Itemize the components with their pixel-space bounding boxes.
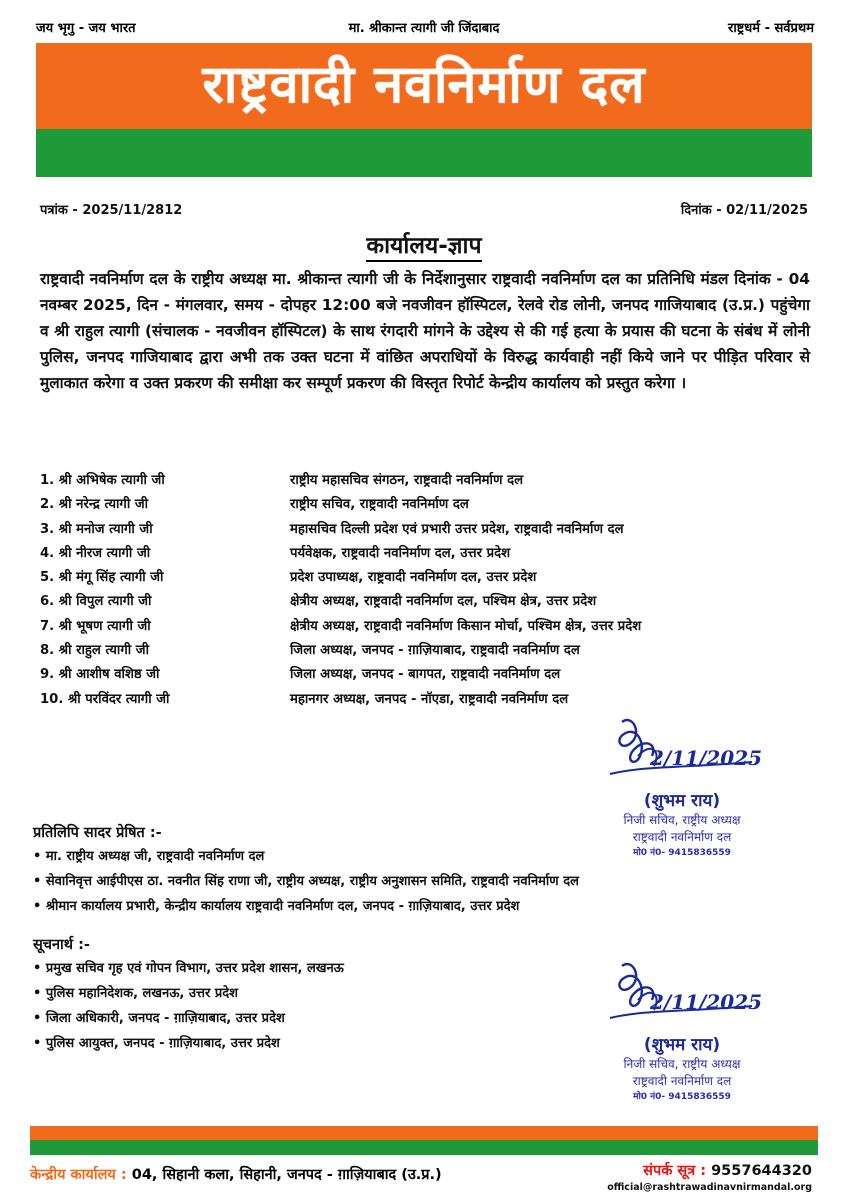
member-role: पर्यवेक्षक, राष्ट्रवादी नवनिर्माण दल, उत्तर प्रदेश bbox=[290, 545, 511, 561]
member-row bbox=[40, 689, 810, 713]
member-role: जिला अध्यक्ष, जनपद - बागपत, राष्ट्रवादी नवनिर्माण दल bbox=[290, 667, 561, 683]
member-name: 5. श्री मंगू सिंह त्यागी जी bbox=[40, 570, 164, 586]
document-title: कार्यालय-ज्ञाप bbox=[0, 228, 848, 260]
letter-date: दिनांक - 02/11/2025 bbox=[680, 203, 808, 218]
member-row bbox=[40, 640, 810, 664]
member-name: 1. श्री अभिषेक त्यागी जी bbox=[40, 473, 165, 488]
list-item: • श्रीमान कार्यालय प्रभारी, केन्द्रीय कार्यालय राष्ट्रवादी नवनिर्माण दल, जनपद - ग़ाज़ियाबाद, उत्तर प्रदेश bbox=[33, 896, 579, 921]
banner-orange-band bbox=[36, 43, 812, 129]
signature-block-top bbox=[592, 712, 772, 858]
contact-phone: 9557644320 bbox=[706, 1163, 812, 1179]
member-role: क्षेत्रीय अध्यक्ष, राष्ट्रवादी नवनिर्माण किसान मोर्चा, पश्चिम क्षेत्र, उत्तर प्रदेश bbox=[290, 618, 642, 634]
contact-block bbox=[607, 1160, 812, 1193]
member-name: 7. श्री भूषण त्यागी जी bbox=[40, 618, 151, 634]
member-row bbox=[40, 543, 810, 567]
slogan-left: जय भृगु - जय भारत bbox=[36, 21, 136, 36]
member-role: महासचिव दिल्ली प्रदेश एवं प्रभारी उत्तर प्रदेश, राष्ट्रवादी नवनिर्माण दल bbox=[290, 521, 624, 537]
member-row bbox=[40, 470, 810, 494]
footer-green-band bbox=[30, 1140, 818, 1155]
slogan-right: राष्ट्रधर्म - सर्वप्रथम bbox=[728, 21, 814, 36]
member-name: 8. श्री राहुल त्यागी जी bbox=[40, 643, 149, 659]
member-row bbox=[40, 567, 810, 591]
office-label: केन्द्रीय कार्यालय : bbox=[30, 1167, 127, 1183]
member-role: राष्ट्रीय सचिव, राष्ट्रवादी नवनिर्माण दल bbox=[290, 497, 469, 513]
signature-block-bottom bbox=[592, 956, 772, 1102]
banner-green-band bbox=[36, 129, 812, 177]
signatory-name: (शुभम राय) bbox=[643, 791, 721, 811]
memo-body: राष्ट्रवादी नवनिर्माण दल के राष्ट्रीय अध्यक्ष मा. श्रीकान्त त्यागी जी के निर्देशानुसार राष्ट्रवादी नवनिर्माण दल का प्रतिनिधि मंडल दिनांक - 04 नवम्बर 2025, दिन - मंगलवार, समय - दोपहर 12:00 बजे नवजीवन हॉस्पिटल, रेलवे रोड लोनी, जनपद गाजियाबाद (उ.प्र.) पहुंचेगा व श्री राहुल त्यागी (संचालक - नवजीवन हॉस्पिटल) के साथ रंगदारी मांगने के उद्देश्य से की गई हत्या के प्रयास की घटना के संबंध में लोनी पुलिस, जनपद गाजियाबाद द्वारा अभी तक उक्त घटना में वांछित अपराधियों के विरुद्ध कार्यवाही नहीं किये जाने पर पीड़ित परिवार से मुलाकात करेगा व उक्त प्रकरण की समीक्षा कर सम्पूर्ण प्रकरण की विस्तृत रिपोर्ट केन्द्रीय कार्यालय को प्रस्तुत करेगा । bbox=[40, 270, 810, 392]
for-information-list bbox=[33, 958, 344, 1058]
member-name: 3. श्री मनोज त्यागी जी bbox=[40, 521, 153, 537]
member-name: 2. श्री नरेन्द्र त्यागी जी bbox=[40, 497, 149, 513]
copy-to-list bbox=[33, 846, 579, 921]
signatory-phone: मो0 नं0- 9415836559 bbox=[633, 1092, 731, 1102]
slogan-center: मा. श्रीकान्त त्यागी जी जिंदाबाद bbox=[348, 21, 500, 36]
member-row bbox=[40, 519, 810, 543]
member-row bbox=[40, 616, 810, 640]
list-item: • जिला अधिकारी, जनपद - ग़ाज़ियाबाद, उत्तर प्रदेश bbox=[33, 1008, 344, 1033]
member-name: 10. श्री परविंदर त्यागी जी bbox=[40, 691, 170, 707]
member-name: 9. श्री आशीष वशिष्ठ जी bbox=[40, 667, 160, 683]
office-address bbox=[30, 1164, 442, 1184]
signatory-organization: राष्ट्रवादी नवनिर्माण दल bbox=[632, 830, 732, 844]
list-item: • सेवानिवृत्त आईपीएस ठा. नवनीत सिंह राणा जी, राष्ट्रीय अध्यक्ष, राष्ट्रीय अनुशासन समिति, राष्ट्रवादी नवनिर्माण दल bbox=[33, 871, 579, 896]
signatory-organization: राष्ट्रवादी नवनिर्माण दल bbox=[632, 1074, 732, 1088]
signatory-designation: निजी सचिव, राष्ट्रीय अध्यक्ष bbox=[623, 1057, 741, 1071]
signatory-designation: निजी सचिव, राष्ट्रीय अध्यक्ष bbox=[623, 813, 741, 827]
member-role: प्रदेश उपाध्यक्ष, राष्ट्रवादी नवनिर्माण दल, उत्तर प्रदेश bbox=[290, 570, 537, 586]
reference-number: पत्रांक - 2025/11/2812 bbox=[40, 203, 183, 218]
contact-email[interactable]: official@rashtrawadinavnirmandal.org bbox=[607, 1182, 812, 1193]
for-information-heading: सूचनार्थ :- bbox=[33, 937, 90, 953]
member-role: जिला अध्यक्ष, जनपद - ग़ाज़ियाबाद, राष्ट्रवादी नवनिर्माण दल bbox=[290, 643, 580, 659]
member-row bbox=[40, 664, 810, 688]
member-name: 6. श्री विपुल त्यागी जी bbox=[40, 594, 152, 610]
list-item: • मा. राष्ट्रीय अध्यक्ष जी, राष्ट्रवादी नवनिर्माण दल bbox=[33, 846, 579, 871]
contact-label: संपर्क सूत्र : bbox=[643, 1163, 707, 1179]
list-item: • पुलिस आयुक्त, जनपद - ग़ाज़ियाबाद, उत्तर प्रदेश bbox=[33, 1033, 344, 1058]
contact-phone-line bbox=[607, 1160, 812, 1180]
party-name-title: राष्ट्रवादी नवनिर्माण दल bbox=[202, 55, 646, 115]
member-role: महानगर अध्यक्ष, जनपद - नॉएडा, राष्ट्रवादी नवनिर्माण दल bbox=[290, 691, 569, 707]
signatory-phone: मो0 नं0- 9415836559 bbox=[633, 848, 731, 858]
office-address-text: 04, सिहानी कला, सिहानी, जनपद - ग़ाज़ियाबाद (उ.प्र.) bbox=[126, 1167, 442, 1183]
signature-date: 2/11/2025 bbox=[650, 746, 763, 770]
member-name: 4. श्री नीरज त्यागी जी bbox=[40, 545, 151, 561]
member-role: राष्ट्रीय महासचिव संगठन, राष्ट्रवादी नवनिर्माण दल bbox=[290, 473, 524, 488]
member-row bbox=[40, 494, 810, 518]
delegation-list bbox=[40, 470, 810, 713]
footer-orange-band bbox=[30, 1126, 818, 1140]
signatory-name: (शुभम राय) bbox=[643, 1035, 721, 1055]
member-role: क्षेत्रीय अध्यक्ष, राष्ट्रवादी नवनिर्माण दल, पश्चिम क्षेत्र, उत्तर प्रदेश bbox=[290, 594, 597, 610]
copy-to-heading: प्रतिलिपि सादर प्रेषित :- bbox=[33, 825, 162, 841]
list-item: • पुलिस महानिदेशक, लखनऊ, उत्तर प्रदेश bbox=[33, 983, 344, 1008]
signature-date: 2/11/2025 bbox=[650, 990, 763, 1014]
member-row bbox=[40, 591, 810, 615]
list-item: • प्रमुख सचिव गृह एवं गोपन विभाग, उत्तर प्रदेश शासन, लखनऊ bbox=[33, 958, 344, 983]
